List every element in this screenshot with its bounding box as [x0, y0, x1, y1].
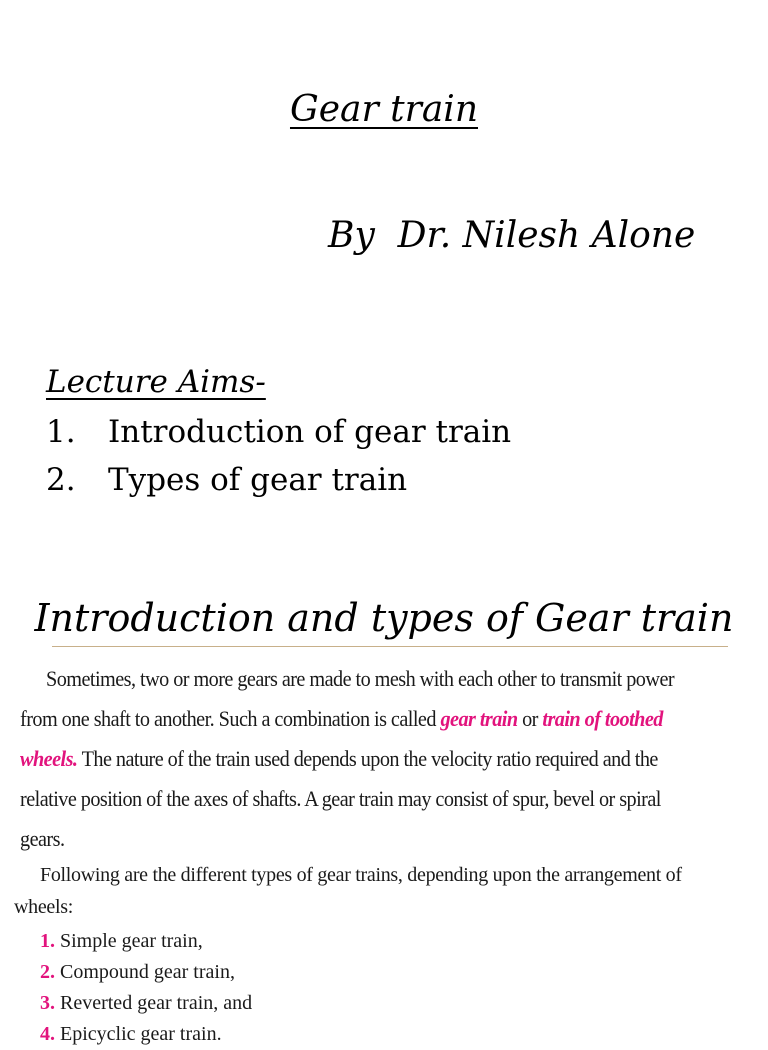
paragraph-text: from one shaft to another. Such a combination is called: [20, 706, 441, 731]
paragraph-line: Sometimes, two or more gears are made to mesh with each other to transmit power: [46, 666, 675, 691]
types-item-number: 2.: [40, 961, 55, 983]
highlight-term: gear train: [440, 706, 518, 731]
types-item-text: Compound gear train,: [55, 961, 235, 983]
types-list-item: [40, 957, 252, 988]
gear-train-types-list: [40, 926, 252, 1050]
author-line: By Dr. Nilesh Alone: [328, 215, 696, 256]
aims-item-number: 1.: [46, 414, 76, 450]
aims-list-item: [46, 408, 511, 456]
types-item-number: 3.: [40, 992, 55, 1014]
types-item-text: Epicyclic gear train.: [55, 1023, 222, 1045]
lecture-aims-list: [46, 408, 511, 504]
types-item-number: 1.: [40, 930, 55, 952]
paragraph-line: [20, 706, 663, 732]
types-list-item: [40, 988, 252, 1019]
paragraph-line: wheels:: [14, 896, 73, 918]
highlight-term: train of toothed: [542, 706, 663, 731]
paragraph-line: [20, 746, 658, 772]
document-title-text: Gear train: [289, 89, 478, 130]
aims-item-text: Types of gear train: [108, 462, 408, 498]
section-divider: [52, 646, 728, 647]
document-title: [0, 88, 768, 132]
aims-item-text: Introduction of gear train: [108, 414, 512, 450]
aims-item-number: 2.: [46, 462, 76, 498]
types-list-item: [40, 926, 252, 957]
paragraph-line: Following are the different types of gear trains, depending upon the arrangement of: [40, 864, 682, 886]
lecture-aims-heading: Lecture Aims-: [46, 364, 266, 400]
paragraph-text: The nature of the train used depends upon the velocity ratio required and the: [77, 746, 658, 771]
types-item-number: 4.: [40, 1023, 55, 1045]
highlight-term: wheels.: [20, 746, 78, 771]
paragraph-text: or: [517, 706, 543, 731]
aims-list-item: [46, 456, 511, 504]
paragraph-line: gears.: [20, 826, 65, 851]
types-item-text: Simple gear train,: [55, 930, 203, 952]
types-item-text: Reverted gear train, and: [55, 992, 253, 1014]
section-heading: Introduction and types of Gear train: [34, 596, 734, 640]
paragraph-line: relative position of the axes of shafts. A gear train may consist of spur, bevel or spiral: [20, 786, 661, 811]
